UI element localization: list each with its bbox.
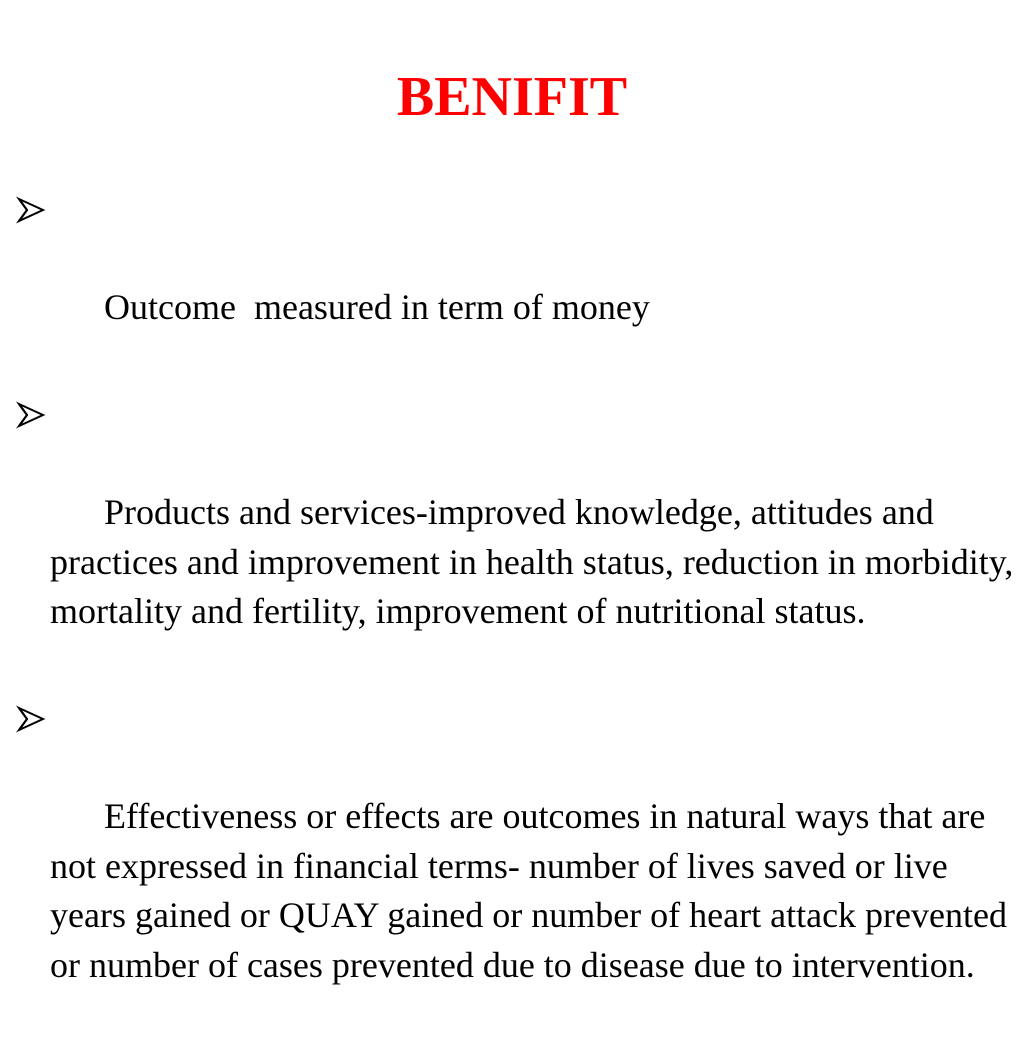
slide-title: BENIFIT — [396, 66, 628, 128]
bullet-text: Effectiveness or effects are outcomes in natural ways that are not expressed in financial terms- number of lives saved or live years gained or QUAY gained or number of heart attack prevented or number of cases prevented due to disease due to intervention. — [50, 796, 1016, 985]
arrow-bullet-icon — [16, 198, 46, 222]
list-item — [12, 184, 1016, 382]
list-item — [12, 693, 1016, 1040]
arrow-bullet-icon — [16, 707, 46, 731]
bullet-text: Products and services-improved knowledge, attitudes and practices and improvement in health status, reduction in morbidity, mortality and fertility, improvement of nutritional status. — [50, 492, 1023, 631]
bullet-list — [12, 184, 1023, 1047]
list-item — [12, 389, 1023, 686]
arrow-bullet-icon — [16, 403, 46, 427]
bullet-text: Outcome measured in term of money — [104, 287, 650, 327]
